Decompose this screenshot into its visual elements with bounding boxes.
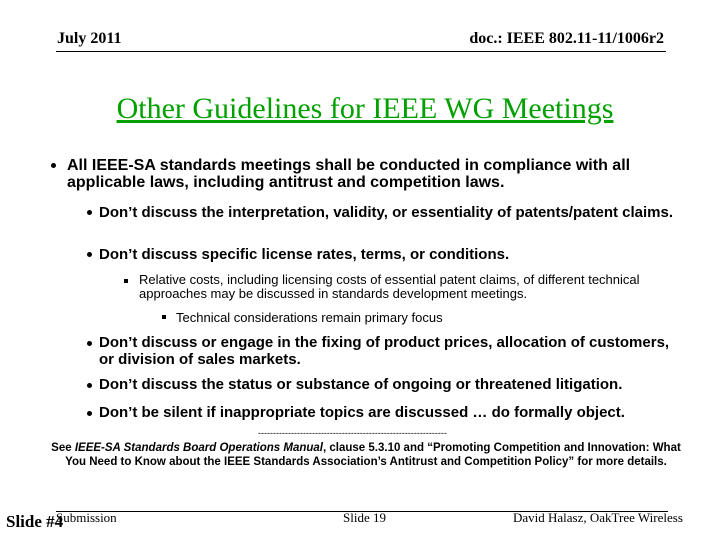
bullet-square-icon <box>124 279 128 283</box>
bullet-dot-icon <box>87 383 92 388</box>
footer-author: David Halasz, OakTree Wireless <box>513 510 683 525</box>
bullet-sub-2-child: Relative costs, including licensing costs of essential patent claims, of different technical approaches may be discussed in standards development meetings. <box>139 272 640 301</box>
note-manual-title: IEEE-SA Standards Board Operations Manual <box>74 442 323 454</box>
reference-note <box>48 441 684 469</box>
bullet-square-icon <box>162 315 166 319</box>
slide-label: Slide #4 <box>6 512 64 531</box>
header-date: July 2011 <box>57 30 122 47</box>
bullet-dot-icon <box>87 411 92 416</box>
bullet-sub-1: Don’t discuss the interpretation, validity, or essentiality of patents/patent claims. <box>99 204 674 221</box>
separator-dots: --------------------------------------------------------------- <box>258 428 447 438</box>
header-divider <box>56 51 666 52</box>
bullet-sub-3: Don’t discuss or engage in the fixing of product prices, allocation of customers, or division of sales markets. <box>99 334 670 368</box>
bullet-dot-icon <box>51 163 56 168</box>
bullet-sub-2: Don’t discuss specific license rates, terms, or conditions. <box>99 246 510 263</box>
note-suffix: , clause 5.3.10 and “Promoting Competition and Innovation: What You Need to Know about the IEEE Standards Association’s Antitrust and Competition Policy” for more details. <box>65 442 681 468</box>
header-doc-id: doc.: IEEE 802.11-11/1006r2 <box>469 30 664 47</box>
bullet-dot-icon <box>87 210 92 215</box>
bullet-sub-5: Don’t be silent if inappropriate topics are discussed … do formally object. <box>99 404 625 421</box>
bullet-sub-2-grandchild: Technical considerations remain primary focus <box>176 310 443 325</box>
bullet-main: All IEEE-SA standards meetings shall be conducted in compliance with all applicable laws, including antitrust and competition laws. <box>67 157 631 191</box>
footer-slide-number: Slide 19 <box>343 510 386 525</box>
footer-submission: Submission <box>56 510 117 525</box>
bullet-dot-icon <box>87 252 92 257</box>
slide-title: Other Guidelines for IEEE WG Meetings <box>116 92 614 125</box>
bullet-sub-4: Don’t discuss the status or substance of ongoing or threatened litigation. <box>99 376 623 393</box>
bullet-dot-icon <box>87 341 92 346</box>
note-prefix: See <box>51 442 75 454</box>
